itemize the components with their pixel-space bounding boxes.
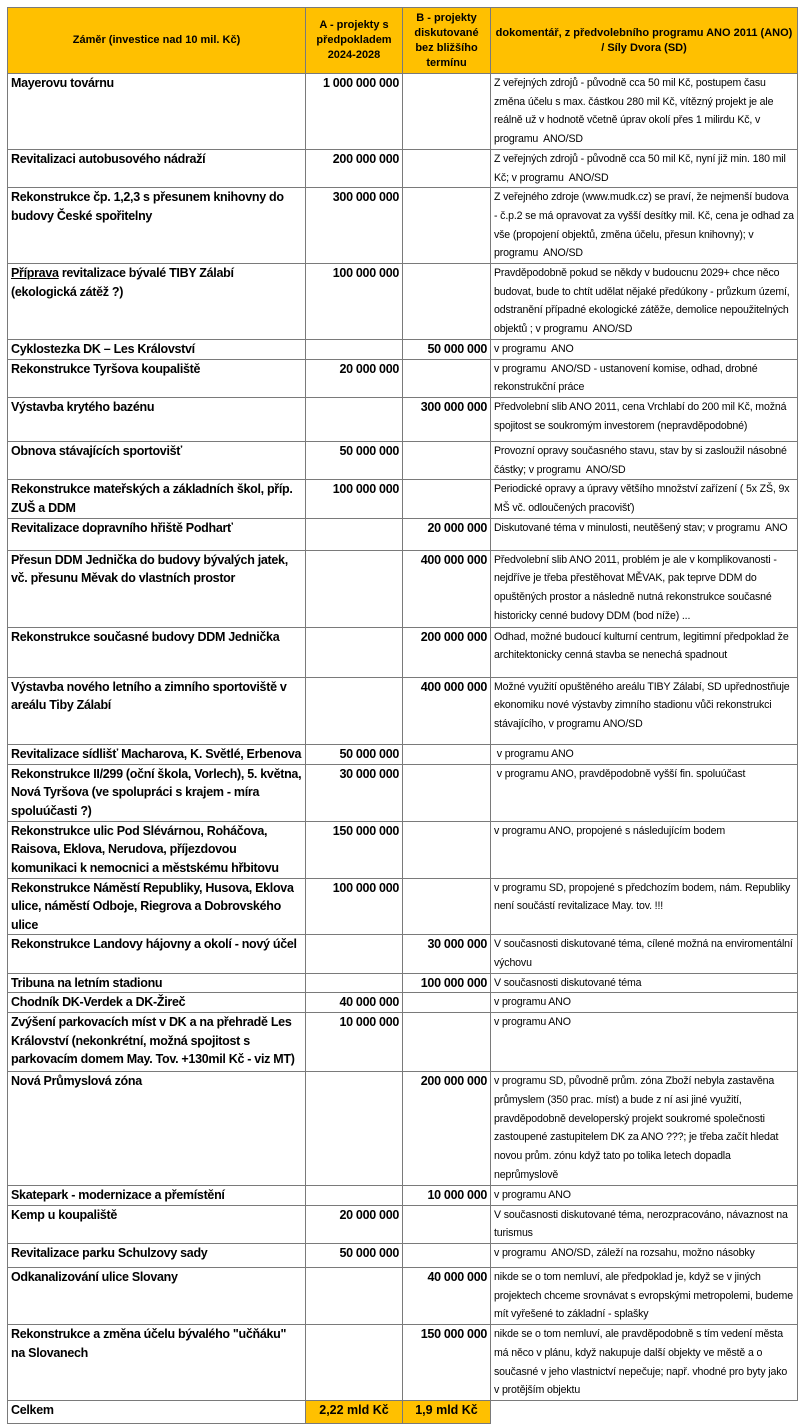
project-name: Výstavba nového letního a zimního sportoviště v areálu Tiby Zálabí xyxy=(8,677,306,744)
amount-b xyxy=(403,480,491,518)
project-name: Revitalizace parku Schulzovy sady xyxy=(8,1244,306,1268)
amount-b xyxy=(403,1013,491,1072)
project-name: Přesun DDM Jednička do budovy bývalých jatek, vč. přesunu Měvak do vlastních prostor xyxy=(8,550,306,627)
amount-a xyxy=(306,1072,403,1185)
comment: v programu ANO xyxy=(491,1013,798,1072)
project-name: Revitalizace sídlišť Macharova, K. Světlé, Erbenova xyxy=(8,744,306,764)
comment: Pravděpodobně pokud se někdy v budoucnu 2029+ chce něco budovat, bude to chtít udělat nějaké předúkony - průzkum území, odstranění případné ekologické zátěže, demolice nepoužitelných objektů ; v programu ANO/SD xyxy=(491,264,798,340)
comment: V současnosti diskutované téma xyxy=(491,973,798,993)
table-row xyxy=(8,1013,798,1072)
project-name: Rekonstrukce Náměstí Republiky, Husova, Eklova ulice, náměstí Odboje, Riegrova a Dobrovského ulice xyxy=(8,878,306,935)
table-row xyxy=(8,149,798,187)
amount-b xyxy=(403,993,491,1013)
project-name: Revitalizace dopravního hřiště Podharť xyxy=(8,518,306,550)
table-row xyxy=(8,821,798,878)
amount-b: 200 000 000 xyxy=(403,627,491,677)
comment: nikde se o tom nemluví, ale předpoklad je, když se v jiných projektech chceme srovnávat s evropskými metropolemi, budeme mít vyřešené to základní - splašky xyxy=(491,1268,798,1325)
project-name: Skatepark - modernizace a přemístění xyxy=(8,1185,306,1205)
project-name: Rekonstrukce mateřských a základních škol, příp. ZUŠ a DDM xyxy=(8,480,306,518)
amount-b: 400 000 000 xyxy=(403,550,491,627)
amount-a: 10 000 000 xyxy=(306,1013,403,1072)
table-row xyxy=(8,550,798,627)
total-a: 2,22 mld Kč xyxy=(306,1400,403,1423)
amount-a xyxy=(306,973,403,993)
amount-b xyxy=(403,188,491,264)
amount-a: 100 000 000 xyxy=(306,878,403,935)
project-name: Kemp u koupaliště xyxy=(8,1205,306,1243)
amount-b xyxy=(403,264,491,340)
amount-a: 150 000 000 xyxy=(306,821,403,878)
amount-b xyxy=(403,74,491,150)
comment: Odhad, možné budoucí kulturní centrum, legitimní předpoklad že architektonicky cenná stavba se nenechá spadnout xyxy=(491,627,798,677)
table-row xyxy=(8,188,798,264)
project-name: Rekonstrukce současné budovy DDM Jednička xyxy=(8,627,306,677)
amount-b xyxy=(403,821,491,878)
comment: Předvolební slib ANO 2011, problém je ale v komplikovanosti - nejdříve je třeba přestěhovat MĚVAK, pak teprve DDM do opuštěných prostor a následně nutná rekonstrukce současné historicky cenné budovy DDM (bod níže) ... xyxy=(491,550,798,627)
amount-a xyxy=(306,677,403,744)
header-row xyxy=(8,8,798,74)
amount-b: 200 000 000 xyxy=(403,1072,491,1185)
table-row xyxy=(8,1244,798,1268)
comment: v programu SD, propojené s předchozím bodem, nám. Republiky není součástí revitalizace May. tov. !!! xyxy=(491,878,798,935)
header-comment: dokomentář, z předvolebního programu ANO 2011 (ANO) / Síly Dvora (SD) xyxy=(491,8,798,74)
amount-a xyxy=(306,550,403,627)
project-name: Rekonstrukce ulic Pod Slévárnou, Roháčova, Raisova, Eklova, Nerudova, příjezdovou komunikaci k nemocnici a městskému hřbitovu xyxy=(8,821,306,878)
amount-b xyxy=(403,764,491,821)
amount-a xyxy=(306,1268,403,1325)
comment: Diskutované téma v minulosti, neutěšený stav; v programu ANO xyxy=(491,518,798,550)
amount-b: 300 000 000 xyxy=(403,397,491,441)
header-a-projects: A - projekty s předpokladem 2024-2028 xyxy=(306,8,403,74)
table-row xyxy=(8,935,798,973)
amount-a xyxy=(306,339,403,359)
amount-b: 20 000 000 xyxy=(403,518,491,550)
amount-b xyxy=(403,441,491,479)
amount-b xyxy=(403,1205,491,1243)
comment: Provozní opravy současného stavu, stav by si zasloužil násobné částky; v programu ANO/SD xyxy=(491,441,798,479)
total-label: Celkem xyxy=(8,1400,306,1423)
table-row xyxy=(8,397,798,441)
table-row xyxy=(8,480,798,518)
amount-a: 50 000 000 xyxy=(306,744,403,764)
amount-a: 20 000 000 xyxy=(306,1205,403,1243)
amount-a: 100 000 000 xyxy=(306,264,403,340)
project-name: Rekonstrukce čp. 1,2,3 s přesunem knihovny do budovy České spořitelny xyxy=(8,188,306,264)
amount-a xyxy=(306,518,403,550)
amount-a xyxy=(306,1325,403,1401)
amount-a: 1 000 000 000 xyxy=(306,74,403,150)
table-row xyxy=(8,1185,798,1205)
table-row xyxy=(8,1072,798,1185)
amount-a: 100 000 000 xyxy=(306,480,403,518)
project-name: Rekonstrukce Landovy hájovny a okolí - nový účel xyxy=(8,935,306,973)
total-row xyxy=(8,1400,798,1423)
comment: nikde se o tom nemluví, ale pravděpodobně s tím vedení města má něco v plánu, když nakupuje další objekty ve městě a o současné v jeho vlastnictví nepečuje; např. vhodné pro byty jako v protějším objektu xyxy=(491,1325,798,1401)
amount-a xyxy=(306,397,403,441)
amount-b: 40 000 000 xyxy=(403,1268,491,1325)
table-row xyxy=(8,677,798,744)
project-name: Mayerovu továrnu xyxy=(8,74,306,150)
amount-b: 100 000 000 xyxy=(403,973,491,993)
amount-b: 150 000 000 xyxy=(403,1325,491,1401)
comment: V současnosti diskutované téma, nerozpracováno, návaznost na turismus xyxy=(491,1205,798,1243)
comment: v programu ANO/SD - ustanovení komise, odhad, drobné rekonstrukční práce xyxy=(491,359,798,397)
project-name: Chodník DK-Verdek a DK-Žireč xyxy=(8,993,306,1013)
project-name-rest: revitalizace bývalé TIBY Zálabí (ekologická zátěž ?) xyxy=(11,266,237,299)
comment: v programu ANO xyxy=(491,339,798,359)
amount-b xyxy=(403,878,491,935)
amount-a: 20 000 000 xyxy=(306,359,403,397)
amount-b: 30 000 000 xyxy=(403,935,491,973)
amount-b: 10 000 000 xyxy=(403,1185,491,1205)
project-name: Rekonstrukce II/299 (oční škola, Vorlech), 5. května, Nová Tyršova (ve spolupráci s krajem - míra spoluúčasti ?) xyxy=(8,764,306,821)
comment: v programu ANO xyxy=(491,1185,798,1205)
table-row xyxy=(8,339,798,359)
project-name: Odkanalizování ulice Slovany xyxy=(8,1268,306,1325)
table-row xyxy=(8,627,798,677)
header-project: Záměr (investice nad 10 mil. Kč) xyxy=(8,8,306,74)
comment: Periodické opravy a úpravy většího množství zařízení ( 5x ZŠ, 9x MŠ vč. odloučených pracovišť) xyxy=(491,480,798,518)
table-row xyxy=(8,744,798,764)
amount-a: 300 000 000 xyxy=(306,188,403,264)
comment: v programu SD, původně prům. zóna Zboží nebyla zastavěna průmyslem (350 prac. míst) a bude z ní asi jiné využití, pravděpodobně developerský projekt soukromé společnosti zastoupené zastupitelem DK za ANO ???; je třeba začít hledat novou prům. zónu když tato po tolika letech dopadla neprůmyslově xyxy=(491,1072,798,1185)
table-row xyxy=(8,1325,798,1401)
amount-b: 50 000 000 xyxy=(403,339,491,359)
table-row xyxy=(8,764,798,821)
total-b: 1,9 mld Kč xyxy=(403,1400,491,1423)
project-name: Nová Průmyslová zóna xyxy=(8,1072,306,1185)
project-name: Výstavba krytého bazénu xyxy=(8,397,306,441)
comment: Z veřejného zdroje (www.mudk.cz) se praví, že nejmenší budova - č.p.2 se má opravovat za vyšší desítky mil. Kč, cena je odhad za vše (propojení objektů, změna účelu, přesun knihovny); v programu ANO/SD xyxy=(491,188,798,264)
project-name xyxy=(8,264,306,340)
project-name: Zvýšení parkovacích míst v DK a na přehradě Les Království (nekonkrétní, možná spojitost s parkovacím domem May. Tov. +130mil Kč - viz MT) xyxy=(8,1013,306,1072)
amount-a xyxy=(306,935,403,973)
comment: v programu ANO/SD, záleží na rozsahu, možno násobky xyxy=(491,1244,798,1268)
table-row xyxy=(8,1268,798,1325)
table-row xyxy=(8,973,798,993)
comment: v programu ANO, pravděpodobně vyšší fin. spoluúčast xyxy=(491,764,798,821)
project-name: Revitalizaci autobusového nádraží xyxy=(8,149,306,187)
comment: Možné využití opuštěného areálu TIBY Zálabí, SD upřednostňuje ekonomiku nové výstavby zimního stadionu vůči rekonstrukci stávajícího, v programu ANO/SD xyxy=(491,677,798,744)
investment-table xyxy=(7,7,798,1424)
amount-a: 50 000 000 xyxy=(306,441,403,479)
comment: v programu ANO xyxy=(491,993,798,1013)
header-b-projects: B - projekty diskutované bez bližšího termínu xyxy=(403,8,491,74)
table-row xyxy=(8,1205,798,1243)
amount-a: 50 000 000 xyxy=(306,1244,403,1268)
amount-b: 400 000 000 xyxy=(403,677,491,744)
table-row xyxy=(8,74,798,150)
project-name-emphasis: Příprava xyxy=(11,266,59,281)
table-row xyxy=(8,878,798,935)
table-row xyxy=(8,359,798,397)
project-name: Rekonstrukce Tyršova koupaliště xyxy=(8,359,306,397)
amount-b xyxy=(403,149,491,187)
table-row xyxy=(8,441,798,479)
project-name: Obnova stávajících sportovišť xyxy=(8,441,306,479)
project-name: Cyklostezka DK – Les Království xyxy=(8,339,306,359)
amount-b xyxy=(403,744,491,764)
table-row xyxy=(8,264,798,340)
comment: Předvolební slib ANO 2011, cena Vrchlabí do 200 mil Kč, možná spojitost se soukromým investorem (nepravděpodobné) xyxy=(491,397,798,441)
comment: Z veřejných zdrojů - původně cca 50 mil Kč, nyní již min. 180 mil Kč; v programu ANO/SD xyxy=(491,149,798,187)
amount-b xyxy=(403,359,491,397)
amount-a: 200 000 000 xyxy=(306,149,403,187)
project-name: Rekonstrukce a změna účelu bývalého "učňáku" na Slovanech xyxy=(8,1325,306,1401)
amount-a xyxy=(306,1185,403,1205)
amount-a: 40 000 000 xyxy=(306,993,403,1013)
amount-a xyxy=(306,627,403,677)
comment: Z veřejných zdrojů - původně cca 50 mil Kč, postupem času změna účelu s max. částkou 280 mil Kč, vítězný projekt je ale reálně už v hodnotě včetně úprav okolí přes 1 milirdu Kč, v programu ANO/SD xyxy=(491,74,798,150)
amount-a: 30 000 000 xyxy=(306,764,403,821)
comment: V současnosti diskutované téma, cílené možná na enviromentální výchovu xyxy=(491,935,798,973)
amount-b xyxy=(403,1244,491,1268)
project-name: Tribuna na letním stadionu xyxy=(8,973,306,993)
comment: v programu ANO, propojené s následujícím bodem xyxy=(491,821,798,878)
table-row xyxy=(8,518,798,550)
total-comment-empty xyxy=(491,1400,798,1423)
comment: v programu ANO xyxy=(491,744,798,764)
table-row xyxy=(8,993,798,1013)
